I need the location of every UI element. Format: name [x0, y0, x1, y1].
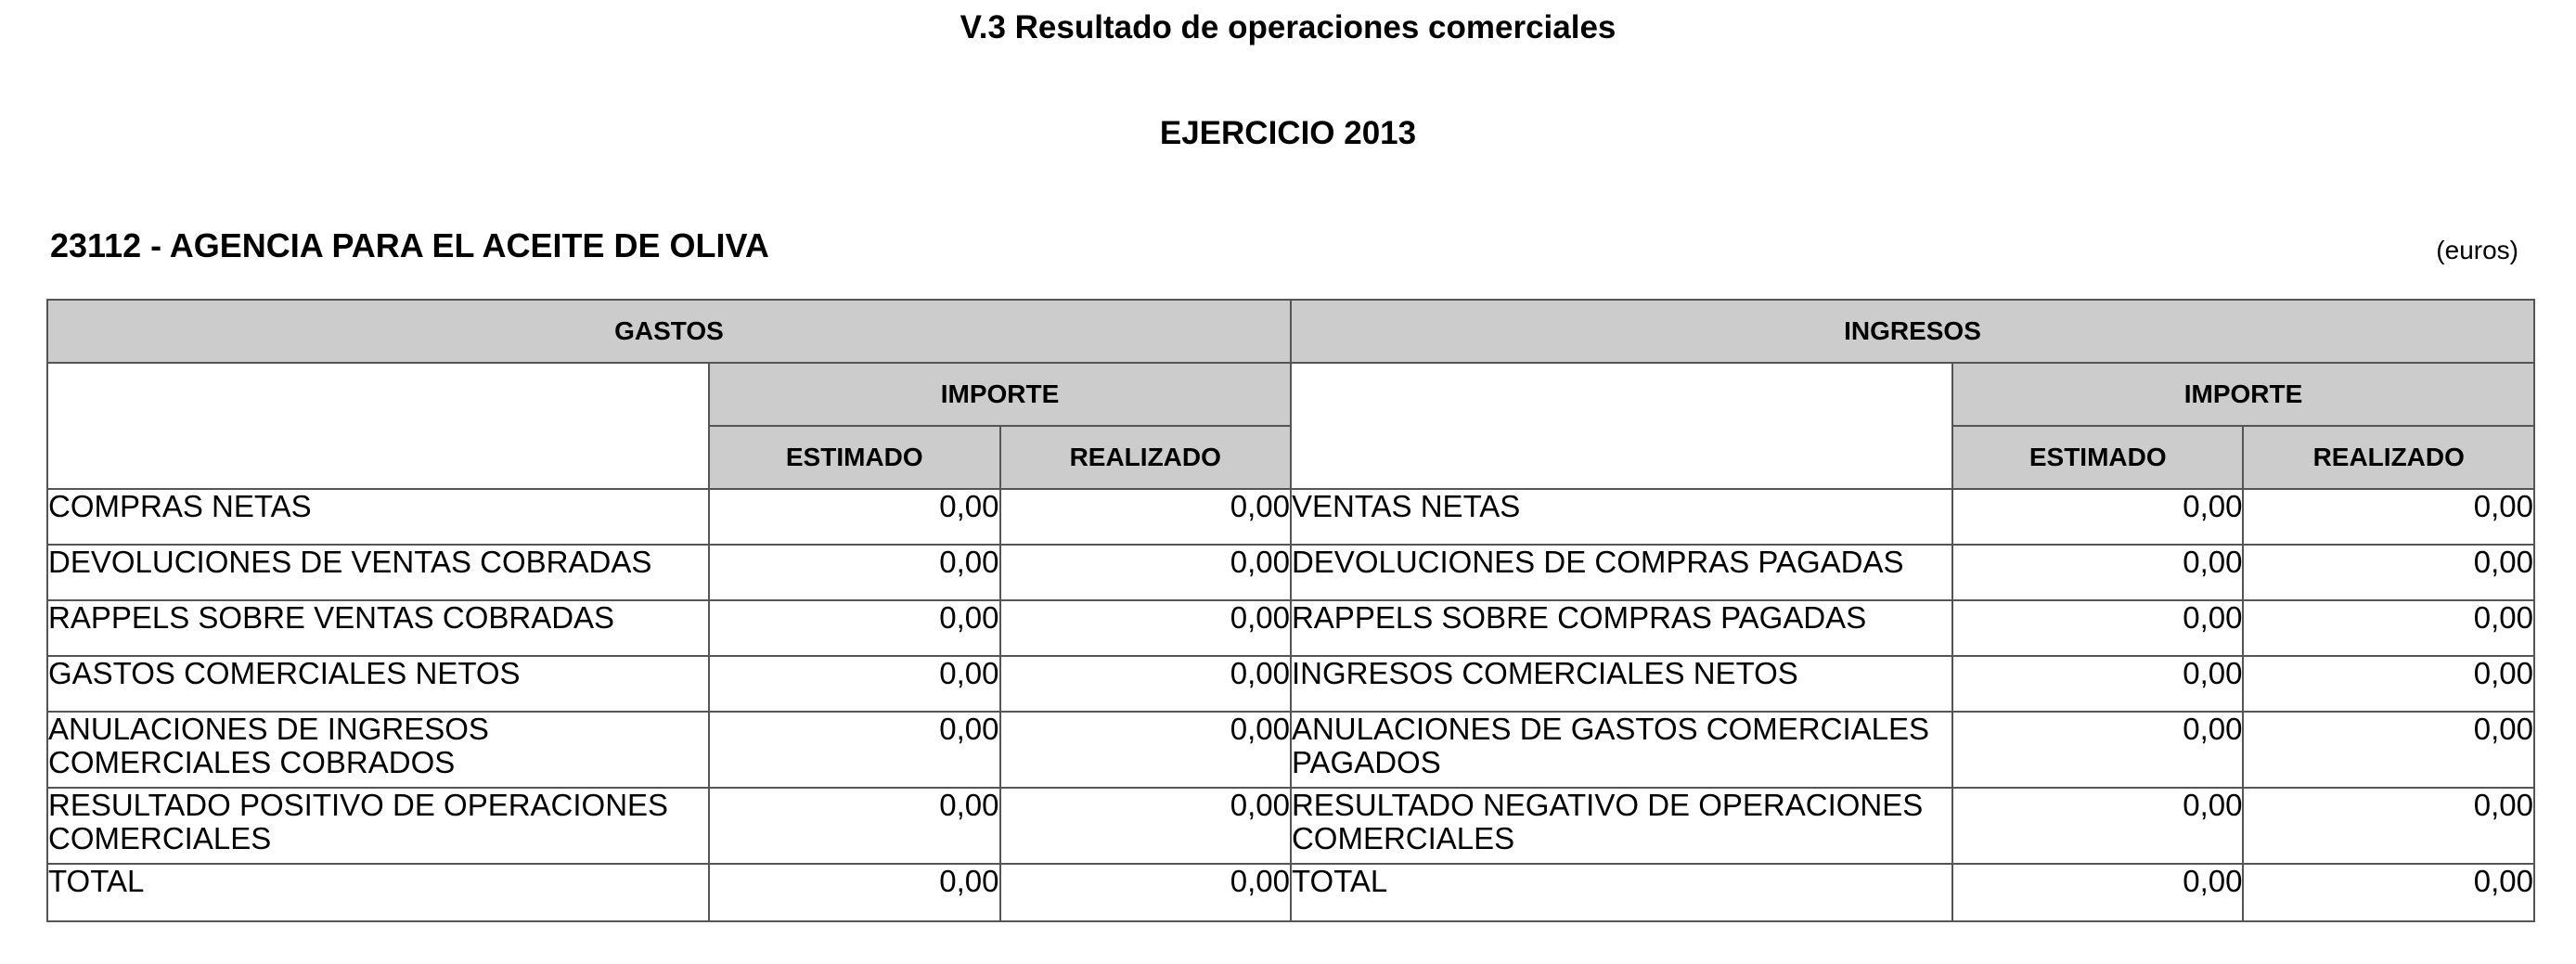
gasto-label: ANULACIONES DE INGRESOS COMERCIALES COBRADOS — [47, 712, 709, 788]
ingresos-importe-header: IMPORTE — [1952, 363, 2534, 426]
gastos-label-header-blank — [47, 363, 709, 489]
ingreso-estimado: 0,00 — [1952, 489, 2243, 545]
gasto-total-estimado: 0,00 — [709, 864, 999, 921]
gasto-estimado: 0,00 — [709, 712, 999, 788]
table-row — [47, 545, 2534, 600]
ingreso-realizado: 0,00 — [2243, 600, 2534, 656]
table-group-header-row — [47, 300, 2534, 363]
currency-units: (euros) — [2436, 236, 2518, 264]
table-row — [47, 600, 2534, 656]
gasto-label: GASTOS COMERCIALES NETOS — [47, 656, 709, 712]
ingreso-realizado: 0,00 — [2243, 656, 2534, 712]
ingresos-realizado-header: REALIZADO — [2243, 426, 2534, 489]
operations-table — [46, 299, 2535, 922]
gasto-estimado: 0,00 — [709, 489, 999, 545]
gastos-importe-header: IMPORTE — [709, 363, 1291, 426]
gasto-estimado: 0,00 — [709, 545, 999, 600]
gasto-realizado: 0,00 — [1000, 600, 1291, 656]
ingreso-estimado: 0,00 — [1952, 656, 2243, 712]
table-row — [47, 656, 2534, 712]
gasto-realizado: 0,00 — [1000, 489, 1291, 545]
ingreso-estimado: 0,00 — [1952, 712, 2243, 788]
table-total-row — [47, 864, 2534, 921]
gasto-realizado: 0,00 — [1000, 545, 1291, 600]
page-title: V.3 Resultado de operaciones comerciales — [960, 9, 1616, 45]
gasto-label: DEVOLUCIONES DE VENTAS COBRADAS — [47, 545, 709, 600]
gasto-label: RESULTADO POSITIVO DE OPERACIONES COMERCIALES — [47, 788, 709, 864]
ingresos-header: INGRESOS — [1291, 300, 2534, 363]
gastos-realizado-header: REALIZADO — [1000, 426, 1291, 489]
gasto-realizado: 0,00 — [1000, 656, 1291, 712]
gastos-header: GASTOS — [47, 300, 1291, 363]
ingreso-total-estimado: 0,00 — [1952, 864, 2243, 921]
ingreso-label: INGRESOS COMERCIALES NETOS — [1291, 656, 1952, 712]
ingreso-label: VENTAS NETAS — [1291, 489, 1952, 545]
ingreso-realizado: 0,00 — [2243, 788, 2534, 864]
gasto-total-realizado: 0,00 — [1000, 864, 1291, 921]
gasto-realizado: 0,00 — [1000, 712, 1291, 788]
ingreso-estimado: 0,00 — [1952, 600, 2243, 656]
table-row — [47, 712, 2534, 788]
ingreso-estimado: 0,00 — [1952, 545, 2243, 600]
ingresos-estimado-header: ESTIMADO — [1952, 426, 2243, 489]
gasto-estimado: 0,00 — [709, 600, 999, 656]
gastos-estimado-header: ESTIMADO — [709, 426, 999, 489]
ingreso-label: DEVOLUCIONES DE COMPRAS PAGADAS — [1291, 545, 1952, 600]
ingreso-label: RESULTADO NEGATIVO DE OPERACIONES COMERCIALES — [1291, 788, 1952, 864]
ingreso-realizado: 0,00 — [2243, 489, 2534, 545]
ingresos-label-header-blank — [1291, 363, 1952, 489]
gasto-realizado: 0,00 — [1000, 788, 1291, 864]
ingreso-realizado: 0,00 — [2243, 545, 2534, 600]
gasto-label: COMPRAS NETAS — [47, 489, 709, 545]
gasto-estimado: 0,00 — [709, 656, 999, 712]
ingreso-realizado: 0,00 — [2243, 712, 2534, 788]
gasto-total-label: TOTAL — [47, 864, 709, 921]
gasto-label: RAPPELS SOBRE VENTAS COBRADAS — [47, 600, 709, 656]
ingreso-label: ANULACIONES DE GASTOS COMERCIALES PAGADOS — [1291, 712, 1952, 788]
gasto-estimado: 0,00 — [709, 788, 999, 864]
table-row — [47, 788, 2534, 864]
table-importe-header-row — [47, 363, 2534, 426]
entity-name: 23112 - AGENCIA PARA EL ACEITE DE OLIVA — [50, 226, 769, 264]
ingreso-estimado: 0,00 — [1952, 788, 2243, 864]
ingreso-total-label: TOTAL — [1291, 864, 1952, 921]
ingreso-label: RAPPELS SOBRE COMPRAS PAGADAS — [1291, 600, 1952, 656]
ingreso-total-realizado: 0,00 — [2243, 864, 2534, 921]
fiscal-year-heading: EJERCICIO 2013 — [1159, 115, 1417, 151]
table-row — [47, 489, 2534, 545]
